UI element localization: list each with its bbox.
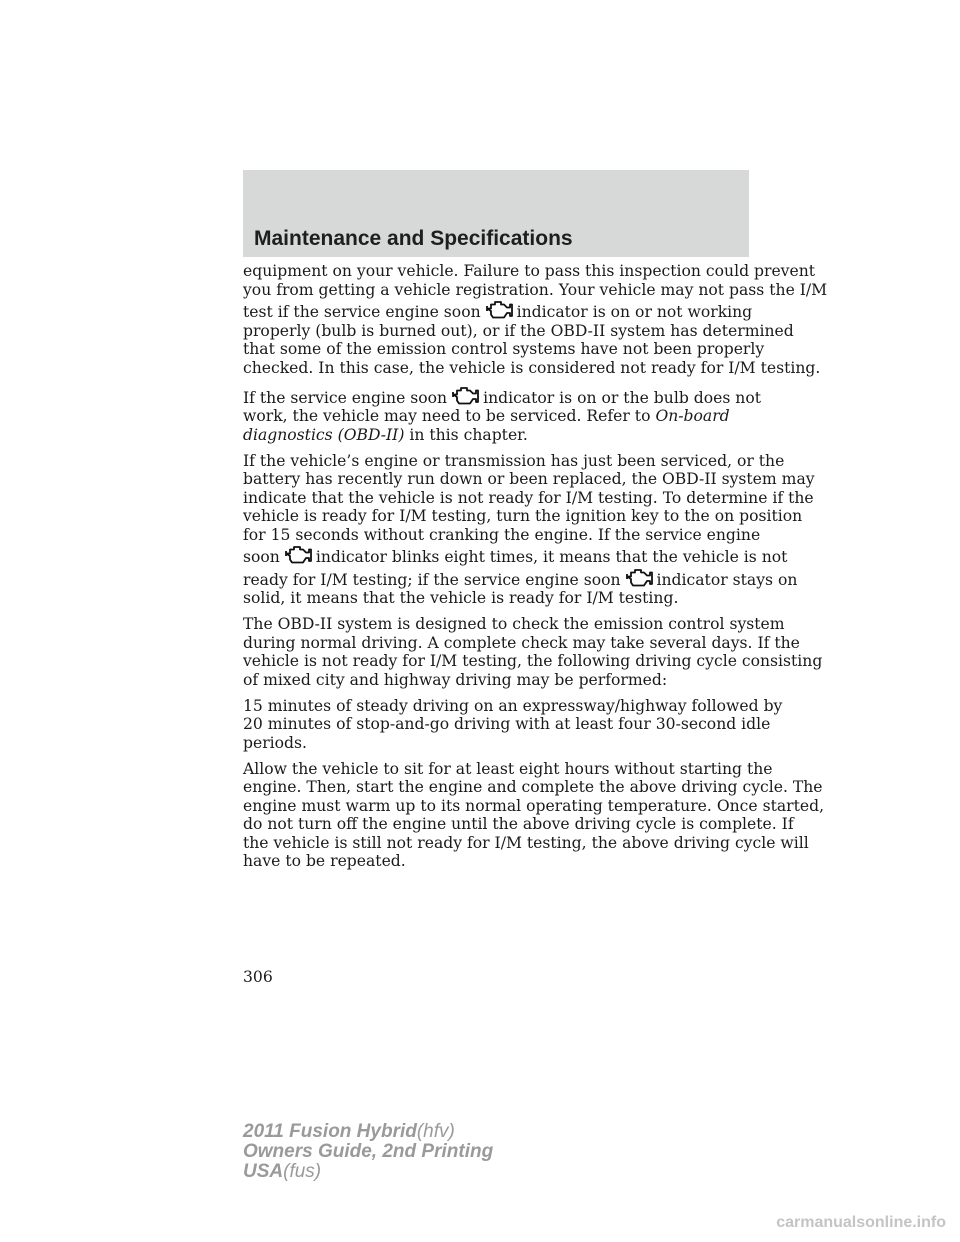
section-title: Maintenance and Specifications [254, 227, 573, 250]
paragraph-6 [243, 759, 825, 871]
text-line: engine must warm up to its normal operating temperature. Once started, [243, 796, 825, 815]
text-line: the vehicle is still not ready for I/M testing, the above driving cycle will [243, 833, 809, 852]
text-line: engine. Then, start the engine and complete the above driving cycle. The [243, 778, 823, 796]
paragraph-2 [243, 385, 763, 445]
check-engine-icon [624, 567, 654, 589]
text-line: of mixed city and highway driving may be performed: [243, 670, 668, 689]
text-line: during normal driving. A complete check may take several days. If the [243, 633, 800, 652]
text-line: equipment on your vehicle. Failure to pass this inspection could prevent [243, 262, 816, 280]
footer-model-code: (hfv) [416, 1121, 455, 1142]
text-line: indicator is on or the bulb does not [483, 388, 762, 407]
text-line: ready for I/M testing; if the service engine soon [243, 570, 621, 589]
text-line: in this chapter. [404, 425, 528, 444]
cross-reference: diagnostics (OBD-II) [243, 425, 405, 444]
text-line: checked. In this case, the vehicle is considered not ready for I/M testing. [243, 358, 821, 377]
text-line: have to be repeated. [243, 852, 406, 870]
text-line: you from getting a vehicle registration. Your vehicle may not pass the I/M [243, 280, 828, 299]
text-line: test if the service engine soon [243, 303, 481, 321]
paragraph-3 [243, 451, 815, 608]
text-line: indicator stays on [656, 570, 798, 589]
footer-edition: Owners Guide, 2nd Printing [243, 1141, 494, 1162]
text-line: 20 minutes of stop-and-go driving with at least four 30-second idle [243, 715, 771, 733]
text-line: work, the vehicle may need to be serviced. Refer to [243, 407, 651, 425]
text-line: If the service engine soon [243, 388, 448, 407]
check-engine-icon [283, 544, 313, 566]
footer [243, 1122, 493, 1182]
text-line: soon [243, 548, 280, 566]
paragraph-5 [243, 696, 783, 753]
text-line: periods. [243, 733, 307, 752]
check-engine-icon [450, 385, 480, 407]
paragraph-4 [243, 615, 823, 689]
cross-reference: On-board [655, 407, 730, 425]
text-line: If the vehicle’s engine or transmission has just been serviced, or the [243, 451, 785, 470]
text-line: vehicle is not ready for I/M testing, the following driving cycle consisting [243, 652, 823, 670]
text-line: 15 minutes of steady driving on an expressway/highway followed by [243, 696, 783, 715]
text-line: vehicle is ready for I/M testing, turn the ignition key to the on position [243, 507, 803, 525]
text-line: The OBD-II system is designed to check the emission control system [243, 615, 785, 633]
text-line: battery has recently run down or been replaced, the OBD-II system may [243, 470, 815, 488]
footer-market-code: (fus) [283, 1161, 322, 1182]
body-text [243, 262, 828, 878]
text-line: that some of the emission control systems have not been properly [243, 340, 765, 358]
text-line: properly (bulb is burned out), or if the OBD-II system has determined [243, 321, 794, 340]
footer-market: USA [243, 1161, 284, 1182]
text-line: solid, it means that the vehicle is ready for I/M testing. [243, 589, 679, 607]
text-line: do not turn off the engine until the above driving cycle is complete. If [243, 815, 794, 833]
check-engine-icon [484, 299, 514, 321]
text-line: for 15 seconds without cranking the engine. If the service engine [243, 525, 761, 544]
watermark: carmanualsonline.info [776, 1214, 946, 1231]
text-line: indicate that the vehicle is not ready for I/M testing. To determine if the [243, 488, 814, 507]
page-number: 306 [243, 968, 273, 986]
text-line: indicator blinks eight times, it means that the vehicle is not [315, 548, 788, 566]
footer-model: 2011 Fusion Hybrid [243, 1121, 417, 1142]
paragraph-1 [243, 262, 828, 377]
text-line: Allow the vehicle to sit for at least eight hours without starting the [243, 759, 773, 778]
text-line: indicator is on or not working [516, 303, 753, 321]
